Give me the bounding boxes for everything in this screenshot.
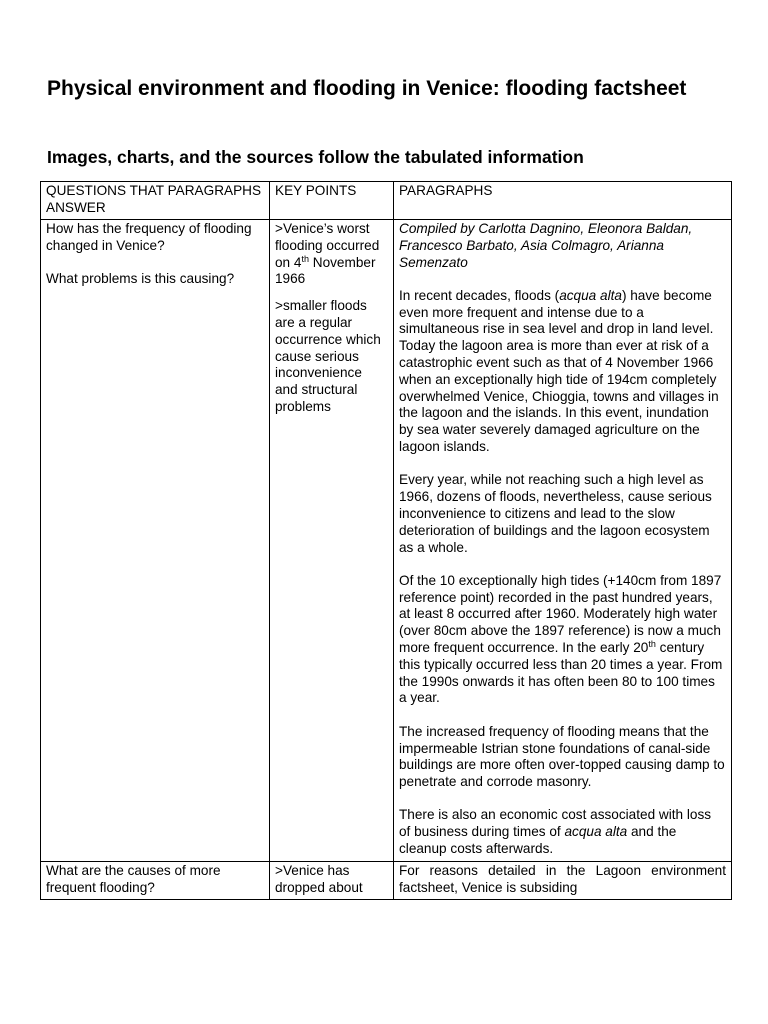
page-title: Physical environment and flooding in Venice: flooding factsheet bbox=[47, 77, 687, 100]
question-problems: What problems is this causing? bbox=[46, 271, 235, 287]
key-point-smaller-floods: >smaller floods are a regular occurrence which cause serious inconvenience and structural problems bbox=[275, 298, 381, 414]
factsheet-table bbox=[40, 181, 732, 900]
table-row bbox=[41, 861, 732, 900]
table-row bbox=[41, 220, 732, 862]
paragraph-1: In recent decades, floods (acqua alta) have become even more frequent and intense due to a simultaneous rise in sea level and drop in land level. Today the lagoon area is more than ever at risk of a catastrophic event such as that of 4 November 1966 when an exceptionally high tide of 194cm completely overwhelmed Venice, Chioggia, towns and villages in the lagoon and the islands. In this event, inundation by sea water severely damaged agriculture on the lagoon islands. bbox=[399, 287, 719, 455]
paragraphs-cell bbox=[394, 220, 732, 862]
key-points-cell bbox=[270, 220, 394, 862]
page-subtitle: Images, charts, and the sources follow the tabulated information bbox=[47, 147, 584, 167]
key-point-dropped: >Venice has dropped about bbox=[270, 861, 394, 900]
header-questions: QUESTIONS THAT PARAGRAPHS ANSWER bbox=[41, 182, 270, 220]
header-key-points: KEY POINTS bbox=[270, 182, 394, 220]
credit-line: Compiled by Carlotta Dagnino, Eleonora Baldan, Francesco Barbato, Asia Colmagro, Arianna Semenzato bbox=[399, 221, 693, 270]
paragraph-2: Every year, while not reaching such a high level as 1966, dozens of floods, nevertheless, cause serious inconvenience to citizens and lead to the slow deterioration of buildings and the lagoon ecosystem as a whole. bbox=[399, 472, 712, 555]
table-header-row bbox=[41, 182, 732, 220]
paragraph-4: The increased frequency of flooding means that the impermeable Istrian stone foundations of canal-side buildings are more often over-topped causing damp to penetrate and corrode masonry. bbox=[399, 723, 725, 790]
paragraph-5: There is also an economic cost associated with loss of business during times of acqua alta and the cleanup costs afterwards. bbox=[399, 807, 712, 856]
header-paragraphs: PARAGRAPHS bbox=[394, 182, 732, 220]
question-frequency: How has the frequency of flooding changed in Venice? bbox=[46, 221, 252, 253]
paragraph-3: Of the 10 exceptionally high tides (+140cm from 1897 reference point) recorded in the past hundred years, at least 8 occurred after 1960. Moderately high water (over 80cm above the 1897 reference) is now a much more frequent occurrence. In the early 20th century this typically occurred less than 20 times a year. From the 1990s onwards it has often been 80 to 100 times a year. bbox=[399, 572, 723, 706]
paragraph-subsiding: For reasons detailed in the Lagoon environment factsheet, Venice is subsiding bbox=[394, 861, 732, 900]
question-causes: What are the causes of more frequent flooding? bbox=[41, 861, 270, 900]
key-point-1966: >Venice’s worst flooding occurred on 4th November 1966 bbox=[275, 221, 380, 287]
questions-cell bbox=[41, 220, 270, 862]
